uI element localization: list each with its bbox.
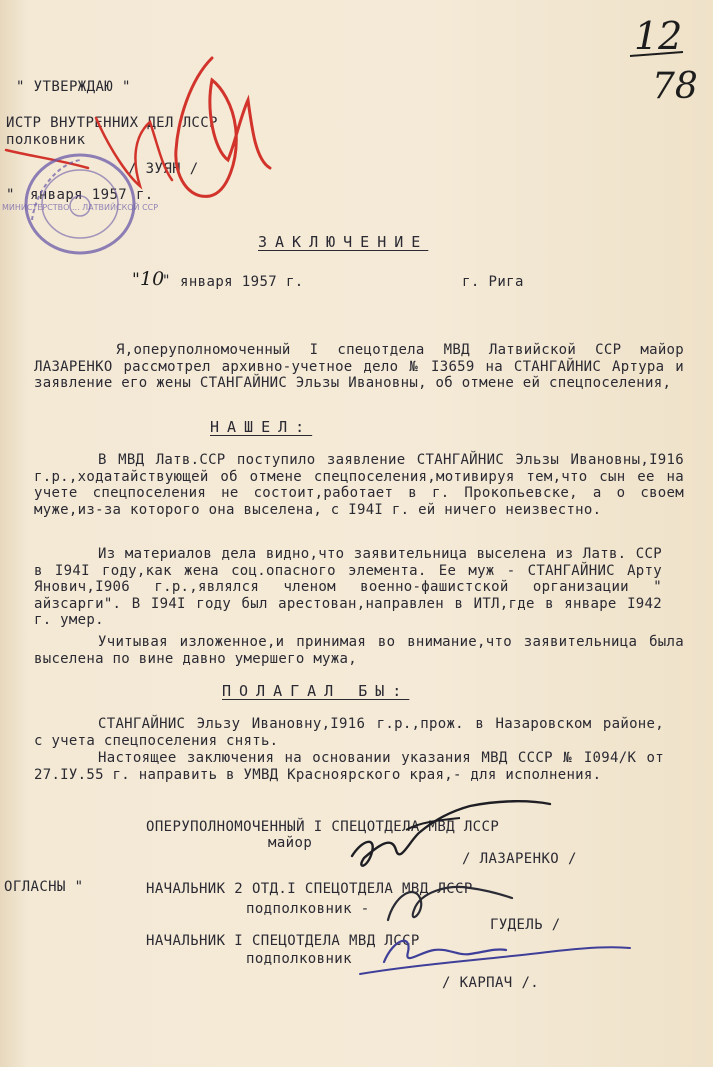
signer-3-title: НАЧАЛЬНИК I СПЕЦОТДЕЛА МВД ЛССР	[146, 933, 420, 949]
resolve-paragraph-1: СТАНГАЙНИС Эльзу Ивановну,I916 г.р.,прож. в Назаровском районе, с учета спецпоселения снять.	[34, 716, 664, 749]
signer-1-name: / ЛАЗАРЕНКО /	[462, 851, 577, 867]
date-quote-close: "	[162, 273, 171, 289]
found-paragraph-2: Из материалов дела видно,что заявительница выселена из Латв. ССР в I94I году,как жена соц.опасного элемента. Ее муж - СТАНГАЙНИС Арту Янович,I906 г.р.,являлся членом военно-фашистской организации " айзсарги". В I94I году был арестован,направлен в ИТЛ,где в январе I942 г. умер.	[34, 546, 662, 629]
signer-2-rank: подполковник -	[246, 901, 370, 917]
sheet-number-new: 78	[652, 66, 698, 107]
date-city: г. Рига	[462, 274, 524, 290]
signer-3-rank: подполковник	[246, 951, 352, 967]
date-month-year: января 1957 г.	[180, 274, 304, 290]
agreed-label: ОГЛАСНЫ "	[4, 879, 84, 895]
signer-1-rank: майор	[268, 835, 313, 851]
approval-heading: " УТВЕРЖДАЮ "	[16, 79, 131, 95]
approval-position: ИСТР ВНУТРЕННИХ ДЕЛ ЛССР	[6, 115, 218, 131]
approval-name: / ЗУЯН /	[128, 161, 199, 177]
date-quote-open: "	[132, 270, 140, 290]
approval-rank: полковник	[6, 132, 86, 148]
document-title: ЗАКЛЮЧЕНИЕ	[258, 233, 429, 251]
approval-date-quote: "	[6, 187, 15, 203]
resolve-paragraph-2: Настоящее заключения на основании указания МВД СССР № I094/К от 27.IУ.55 г. направить в УМВД Красноярского края,- для исполнения.	[34, 750, 664, 783]
sheet-number-old: 12	[634, 14, 683, 58]
resolve-heading: ПОЛАГАЛ БЫ:	[222, 682, 410, 700]
seal-text: МИНИСТЕРСТВО ... ЛАТВИЙСКОЙ ССР	[1, 203, 159, 212]
signer-2-title: НАЧАЛЬНИК 2 ОТД.I СПЕЦОТДЕЛА МВД ЛССР	[146, 881, 473, 897]
date-day: 10	[140, 268, 165, 290]
signer-1-title: ОПЕРУПОЛНОМОЧЕННЫЙ I СПЕЦОТДЕЛА МВД ЛССР	[146, 819, 500, 835]
signer-2-name: ГУДЕЛЬ /	[490, 917, 561, 933]
intro-paragraph: Я,оперуполномоченный I спецотдела МВД Латвийской ССР майор ЛАЗАРЕНКО рассмотрел архивно-учетное дело № I3659 на СТАНГАЙНИС Артура и заявление его жены СТАНГАЙНИС Эльзы Ивановны, об отмене ей спецпоселения,	[34, 342, 684, 392]
approval-date: января 1957 г.	[30, 187, 154, 203]
found-paragraph-1: В МВД Латв.ССР поступило заявление СТАНГАЙНИС Эльзы Ивановны,I916 г.р.,ходатайствующей об отмене спецпоселения,мотивируя тем,что сын ее на учете спецпоселения не состоит,работает в г. Прокопьевске, а о своем муже,из-за которого она выселена, с I94I г. ей ничего неизвестно.	[34, 452, 684, 518]
found-heading: НАШЕЛ:	[210, 418, 313, 436]
signer-3-name: / КАРПАЧ /.	[442, 975, 540, 991]
found-paragraph-3: Учитывая изложенное,и принимая во внимание,что заявительница была выселена по вине давно умершего мужа,	[34, 634, 684, 667]
